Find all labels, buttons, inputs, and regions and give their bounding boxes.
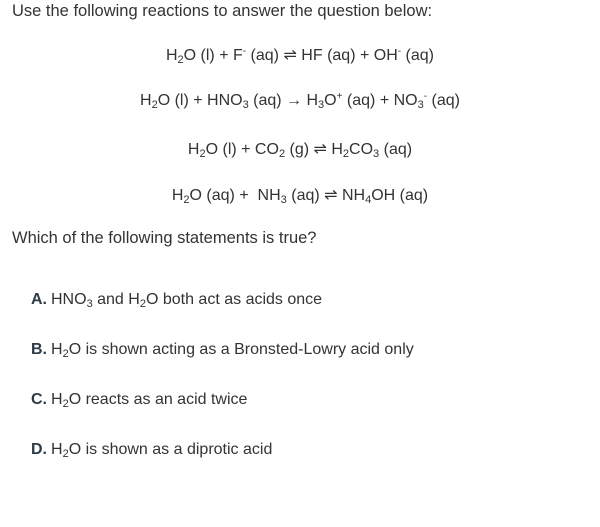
question-text: Which of the following statements is true?: [12, 229, 317, 247]
reaction-text: O (l) + CO: [205, 141, 279, 158]
subscript: 2: [342, 148, 350, 160]
reaction-text: CO: [349, 141, 374, 158]
option-text: O reacts as an acid twice: [68, 391, 248, 408]
charge-superscript: -: [242, 46, 247, 57]
subscript: 3: [417, 99, 424, 111]
reaction-text: (g) ⇌ H: [285, 141, 343, 158]
option-a[interactable]: [31, 291, 322, 309]
reaction-text: (aq) + NO: [342, 92, 418, 109]
option-letter: A.: [31, 291, 47, 308]
charge-superscript: -: [397, 46, 402, 57]
option-text: O is shown acting as a Bronsted-Lowry acid only: [68, 341, 414, 358]
option-text: H: [51, 441, 63, 458]
option-text: and H: [92, 291, 140, 308]
subscript: 2: [183, 194, 190, 206]
option-text: H: [51, 341, 63, 358]
option-letter: C.: [31, 391, 47, 408]
option-d[interactable]: [31, 441, 272, 459]
subscript: 3: [242, 99, 249, 111]
subscript: 2: [62, 398, 69, 410]
reaction-text: O (l) + F: [183, 47, 243, 64]
option-text: O both act as acids once: [145, 291, 323, 308]
option-c[interactable]: [31, 391, 247, 409]
reaction-text: (aq): [401, 47, 435, 64]
reaction-text: OH (aq): [371, 187, 429, 204]
reaction-text: (aq): [379, 141, 413, 158]
reaction-text: H: [140, 92, 152, 109]
subscript: 2: [62, 448, 69, 460]
reaction-text: (aq) ⇌ HF (aq) + OH: [246, 47, 398, 64]
option-b[interactable]: [31, 341, 414, 359]
reaction-text: (aq) ⇌ NH: [286, 187, 366, 204]
instructions-text: Use the following reactions to answer the question below:: [12, 2, 433, 20]
reaction-3: [0, 139, 600, 159]
option-letter: B.: [31, 341, 47, 358]
subscript: 2: [139, 298, 146, 310]
reaction-2: [0, 92, 600, 110]
subscript: 2: [62, 348, 69, 360]
reaction-text: H: [187, 141, 200, 158]
subscript: 2: [177, 54, 184, 66]
option-text: HNO: [51, 291, 87, 308]
reaction-text: O (aq) + NH: [189, 187, 281, 204]
subscript: 3: [86, 298, 93, 310]
subscript: 3: [373, 148, 380, 160]
option-text: H: [51, 391, 63, 408]
option-text: O is shown as a diprotic acid: [68, 441, 273, 458]
charge-superscript: +: [336, 91, 343, 102]
subscript: 3: [318, 99, 325, 111]
option-letter: D.: [31, 441, 47, 458]
reaction-text: H: [171, 187, 184, 204]
subscript: 2: [278, 148, 286, 160]
reaction-text: (aq): [427, 92, 460, 109]
reaction-4: [0, 185, 600, 205]
reaction-text: (aq) → H: [248, 92, 319, 109]
charge-superscript: -: [423, 91, 428, 102]
subscript: 3: [280, 194, 287, 206]
reaction-text: O: [324, 92, 337, 109]
reaction-text: O (l) + HNO: [157, 92, 243, 109]
reaction-1: [0, 45, 600, 65]
subscript: 2: [199, 148, 206, 160]
subscript: 2: [151, 99, 158, 111]
subscript: 4: [365, 194, 372, 206]
reaction-text: H: [165, 47, 178, 64]
